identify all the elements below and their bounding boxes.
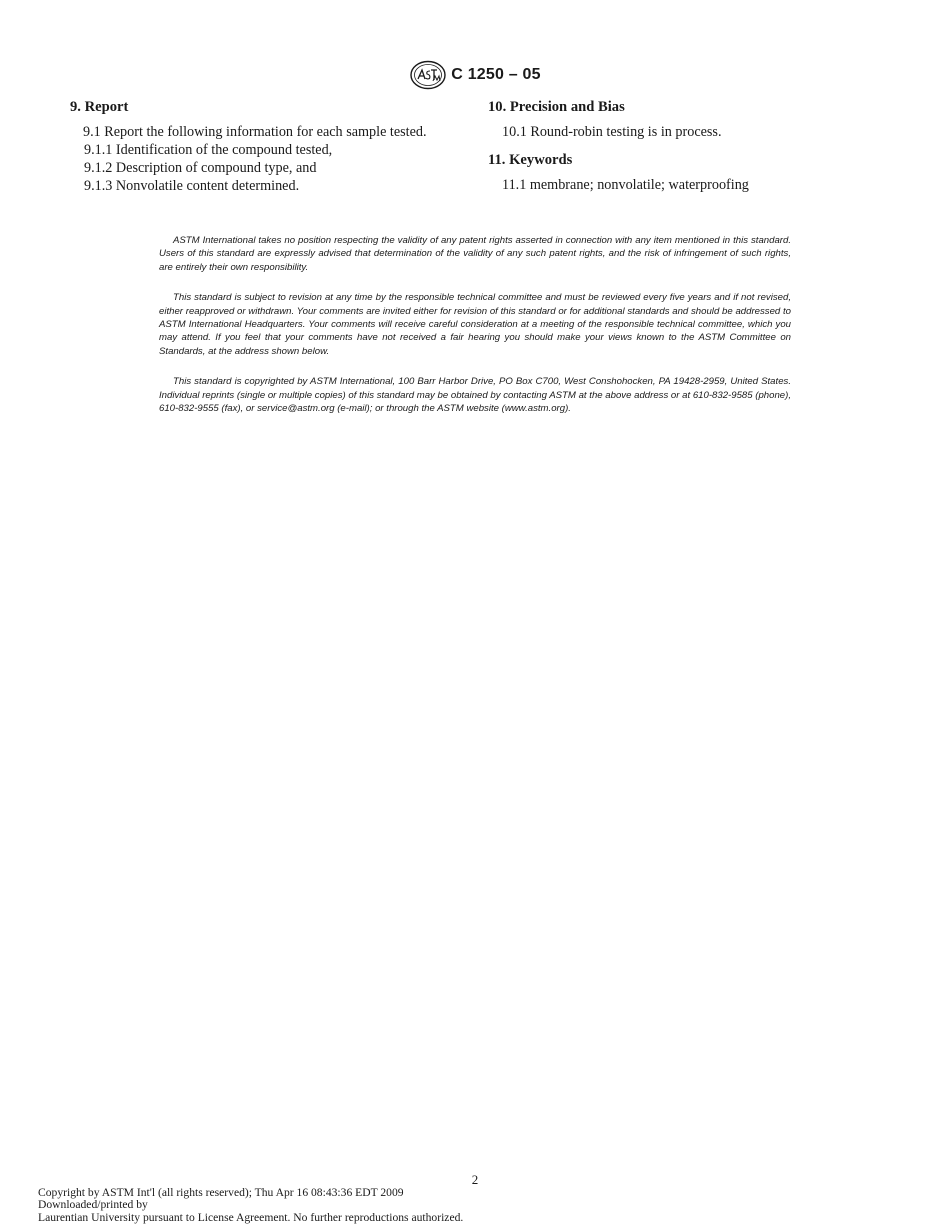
copyright-notice: This standard is copyrighted by ASTM International, 100 Barr Harbor Drive, PO Box C700, West Conshohocken, PA 19428-2959, United States. Individual reprints (single or multiple copies) of this standard may be obtained by contacting ASTM at the above address or at 610-832-9585 (phone), 610-832-9555 (fax), or service@astm.org (e-mail); or through the ASTM website (www.astm.org). xyxy=(159,376,791,415)
paragraph-11-1: 11.1 membrane; nonvolatile; waterproofing xyxy=(502,177,749,193)
section-heading-keywords: 11. Keywords xyxy=(488,152,573,168)
section-heading-report: 9. Report xyxy=(70,99,129,115)
download-footer xyxy=(38,1187,463,1224)
astm-logo-icon xyxy=(409,60,447,90)
page-number: 2 xyxy=(471,1172,479,1187)
revision-notice: This standard is subject to revision at any time by the responsible technical committee and must be reviewed every five years and if not revised, either reapproved or withdrawn. Your comments are invited either for revision of this standard or for additional standards and should be addressed to ASTM International Headquarters. Your comments will receive careful consideration at a meeting of the responsible technical committee, which you may attend. If you feel that your comments have not received a fair hearing you should make your views known to the ASTM Committee on Standards, at the address shown below. xyxy=(159,292,791,357)
paragraph-9-1-3: 9.1.3 Nonvolatile content determined. xyxy=(84,178,300,194)
legal-notices xyxy=(159,234,791,432)
paragraph-10-1: 10.1 Round-robin testing is in process. xyxy=(502,124,722,140)
paragraph-9-1: 9.1 Report the following information for each sample tested. xyxy=(83,124,427,140)
page-header xyxy=(0,60,950,90)
paragraph-9-1-2: 9.1.2 Description of compound type, and xyxy=(84,160,317,176)
right-column xyxy=(488,98,878,194)
paragraph-9-1-1: 9.1.1 Identification of the compound tested, xyxy=(84,142,333,158)
standard-designation: C 1250 – 05 xyxy=(451,66,541,83)
footer-line-license: Laurentian University pursuant to License Agreement. No further reproductions authorized. xyxy=(38,1210,464,1224)
footer-line-copyright: Copyright by ASTM Int'l (all rights reserved); Thu Apr 16 08:43:36 EDT 2009 xyxy=(38,1186,404,1199)
left-column xyxy=(70,98,460,195)
footer-line-downloaded: Downloaded/printed by xyxy=(38,1198,148,1212)
section-heading-precision: 10. Precision and Bias xyxy=(488,99,625,115)
patent-notice: ASTM International takes no position respecting the validity of any patent rights asserted in connection with any item mentioned in this standard. Users of this standard are expressly advised that determination of the validity of any such patent rights, and the risk of infringement of such rights, are entirely their own responsibility. xyxy=(159,235,791,273)
